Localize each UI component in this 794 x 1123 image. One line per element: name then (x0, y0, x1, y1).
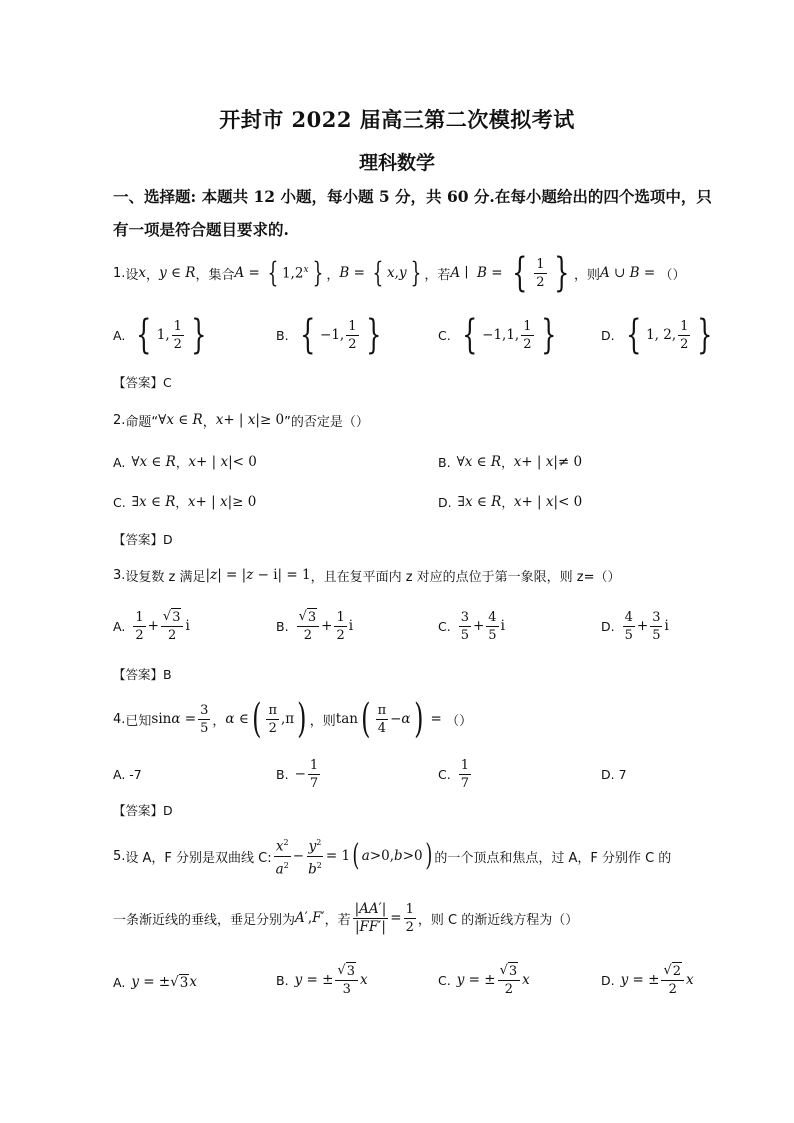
option-a[interactable]: A. y = ± √ 3 x (113, 973, 197, 991)
answer-value: D (163, 532, 173, 547)
section-heading: 一、选择题: 本题共 12 小题，每小题 5 分，共 60 分.在每小题给出的四个选项中，只有一项是符合题目要求的. (113, 187, 712, 239)
answer-value: D (163, 803, 173, 818)
answer-label: 【答案】 (113, 667, 164, 682)
option-d[interactable]: D. 7 (601, 766, 627, 782)
option-c[interactable]: C. ∃ x ∈ R ， x + | x |≥ 0 (113, 494, 257, 510)
question-text: ，若 (424, 267, 451, 283)
question-text: 设 (125, 267, 139, 283)
question-text: ， (326, 267, 340, 283)
answer-label: 【答案】 (113, 803, 164, 818)
question-text: ，则 (574, 267, 601, 283)
option-b[interactable]: B. √ 3 2 + $\frac{1}{2}$ i (276, 609, 354, 643)
option-d[interactable]: D. y = ± √ 2 2 x (601, 963, 694, 997)
question-4: 4. 已知 sin α = $\frac{3}{5}$ ， α ∈ ( $\frac{\pi}{2}$ ,π ) ，则 tan ( $\frac{\pi}{4}$ − α ) = （） (113, 696, 473, 742)
question-text: 一条渐近线的垂线，垂足分别为 (113, 912, 296, 928)
answer-value: C (163, 375, 172, 390)
question-text: ，则 (309, 713, 336, 729)
question-number: 3. (113, 567, 126, 583)
option-b[interactable]: B. − $\frac{1}{7}$ (276, 757, 319, 791)
question-text: 已知 (125, 713, 152, 729)
option-a[interactable]: A. $\frac{1}{2}$ + √ 3 2 i (113, 609, 190, 643)
option-d[interactable]: D. { 1, 2, $\frac{1}{2}$ } (601, 312, 713, 358)
question-text: 设复数 z 满足 (125, 569, 206, 585)
option-a[interactable]: A. { 1, $\frac{1}{2}$ } (113, 312, 207, 358)
option-a[interactable]: A. ∀ x ∈ R ， x + | x |< 0 (113, 454, 257, 470)
answer-label: 【答案】 (113, 375, 164, 390)
question-text: （） (446, 713, 473, 729)
option-b[interactable]: B. ∀ x ∈ R ， x + | x |≠ 0 (438, 454, 583, 470)
question-text: ，则 C 的渐近线方程为（） (417, 912, 579, 928)
option-b[interactable]: B. y = ± √ 3 3 x (276, 963, 368, 997)
question-text: ”的否定是（） (284, 414, 369, 430)
answer-1 (113, 373, 172, 391)
answer-value: B (163, 667, 172, 682)
question-text: ，集合 (195, 267, 235, 283)
question-number: 5. (113, 848, 126, 864)
question-1: 1. 设 x ， y ∈ R ，集合 A = { 1,2$^x$ } ， B = { x , y } ，若 A ∣ B = { $\frac{1}{2}$ } ，则 A ∪ B = （） (113, 250, 686, 296)
question-5-line-2: 一条渐近线的垂线，垂足分别为 A ′, F ′ ，若 $\frac{|AA'|}{|FF'|}$ = $\frac{1}{2}$ ，则 C 的渐近线方程为（） (113, 900, 579, 935)
option-c[interactable]: C. y = ± √ 3 2 x (438, 963, 530, 997)
question-2: 2. 命题“ ∀ x ∈ R ， x + | x |≥ 0 ”的否定是（） (113, 412, 369, 430)
option-d[interactable]: D. ∃ x ∈ R ， x + | x |< 0 (438, 494, 583, 510)
option-a[interactable]: A. -7 (113, 766, 142, 782)
exam-subject: 理科数学 (358, 152, 435, 174)
math-expr: x (138, 265, 147, 281)
math-expr: y (159, 265, 167, 281)
option-c[interactable]: C. $\frac{3}{5}$ + $\frac{4}{5}$ i (438, 609, 505, 643)
option-c[interactable]: C. { −1,1, $\frac{1}{2}$ } (438, 312, 556, 358)
question-text: ，且在复平面内 z 对应的点位于第一象限，则 z=（） (310, 569, 621, 585)
question-text: ，若 (324, 912, 351, 928)
option-d[interactable]: D. $\frac{4}{5}$ + $\frac{3}{5}$ i (601, 609, 669, 643)
question-text: 的一个顶点和焦点，过 A，F 分别作 C 的 (434, 850, 672, 866)
answer-label: 【答案】 (113, 532, 164, 547)
question-5: 5. 设 A，F 分别是双曲线 C: $\frac{x^2}{a^2}$ − $\frac{y^2}{b^2}$ = 1 ( a >0, b >0 ) 的一个顶点和焦点，过 A，F 分别作 C 的 (113, 836, 671, 876)
option-b[interactable]: B. { −1, $\frac{1}{2}$ } (276, 312, 381, 358)
question-number: 2. (113, 412, 126, 428)
question-3: 3. 设复数 z 满足 | z | = | z − i| = 1 ，且在复平面内 z 对应的点位于第一象限，则 z=（） (113, 567, 621, 585)
question-text: 设 A，F 分别是双曲线 C: (125, 850, 272, 866)
answer-4 (113, 801, 173, 819)
question-number: 1. (113, 265, 126, 281)
answer-2 (113, 530, 173, 548)
exam-title: 开封市 2022 届高三第二次模拟考试 (219, 107, 575, 132)
math-expr: A (234, 265, 245, 281)
question-text: 命题“ (125, 414, 159, 430)
option-c[interactable]: C. $\frac{1}{7}$ (438, 757, 469, 791)
question-number: 4. (113, 711, 126, 727)
answer-3 (113, 665, 172, 683)
question-text: （） (659, 267, 686, 283)
